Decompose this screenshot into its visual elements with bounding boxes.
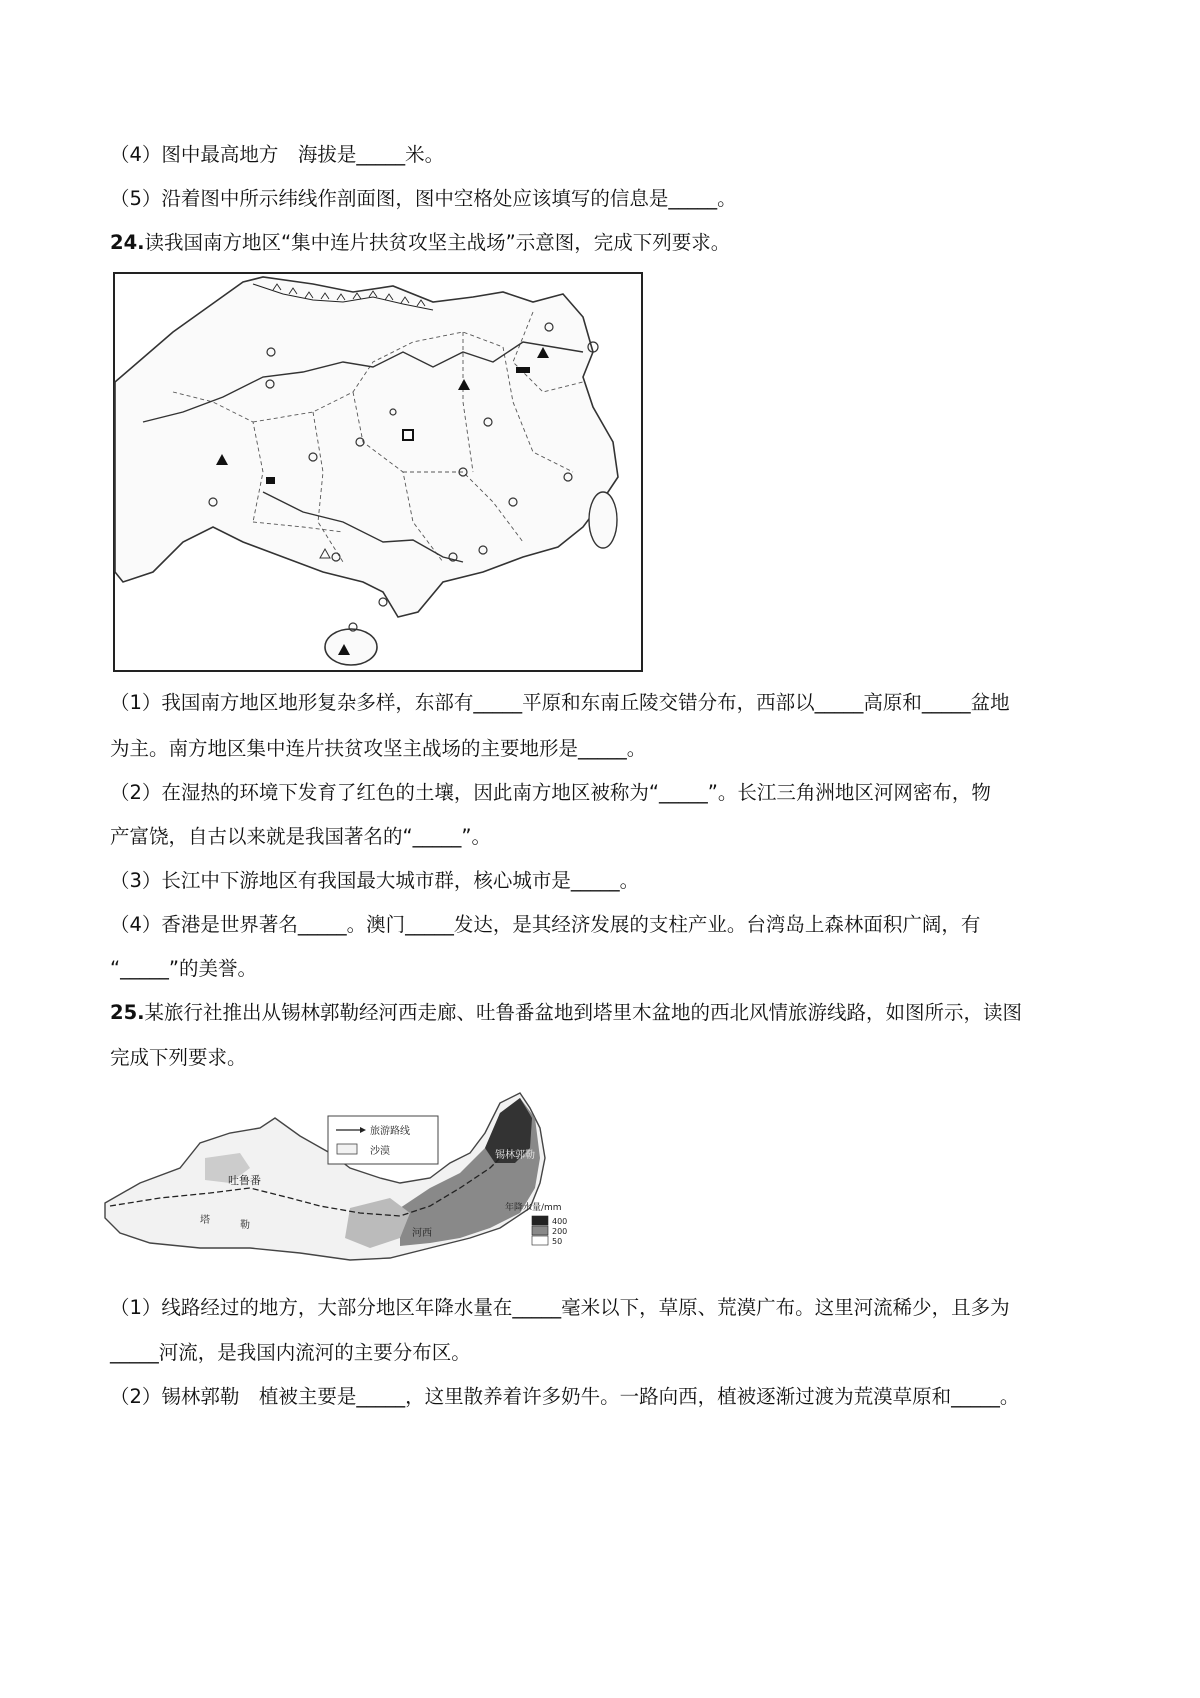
q23-item-4: （4）图中最高地方 海拔是_____米。 bbox=[110, 143, 445, 166]
label-turpan: 吐鲁番 bbox=[228, 1174, 261, 1187]
q24-item-2-line-2: 产富饶，自古以来就是我国著名的“_____”。 bbox=[110, 825, 491, 848]
q24-item-2-line-1: （2）在湿热的环境下发育了红色的土壤，因此南方地区被称为“_____”。长江三角洲地区河网密布，物 bbox=[110, 781, 991, 804]
q24-item-3: （3）长江中下游地区有我国最大城市群，核心城市是_____。 bbox=[110, 869, 640, 892]
legend-route-label: 旅游路线 bbox=[370, 1126, 410, 1137]
q24-item-4-line-1: （4）香港是世界著名_____。澳门_____发达，是其经济发展的支柱产业。台湾岛上森林面积广阔，有 bbox=[110, 913, 981, 936]
q24-heading-text: 读我国南方地区“集中连片扶贫攻坚主战场”示意图，完成下列要求。 bbox=[144, 231, 731, 254]
northwest-route-map-drawing bbox=[100, 1088, 600, 1268]
q24-item-4-line-2: “_____”的美誉。 bbox=[110, 957, 257, 980]
q25-heading-line-1 bbox=[110, 1000, 1022, 1026]
label-le: 勒 bbox=[240, 1220, 250, 1231]
q25-heading-text: 某旅行社推出从锡林郭勒经河西走廊、吐鲁番盆地到塔里木盆地的西北风情旅游线路，如图所示，读图 bbox=[144, 1001, 1023, 1024]
south-china-map-drawing bbox=[113, 272, 643, 672]
precip-legend-title: 年降水量/mm bbox=[505, 1203, 562, 1213]
precip-level-400: 400 bbox=[552, 1217, 568, 1226]
q23-item-5: （5）沿着图中所示纬线作剖面图，图中空格处应该填写的信息是_____。 bbox=[110, 187, 737, 210]
q24-heading bbox=[110, 230, 730, 256]
q24-number: 24. bbox=[110, 231, 145, 254]
q25-heading-line-2: 完成下列要求。 bbox=[110, 1046, 247, 1069]
q25-item-1-line-2: _____河流，是我国内流河的主要分布区。 bbox=[110, 1341, 471, 1364]
q25-item-2: （2）锡林郭勒 植被主要是_____，这里散养着许多奶牛。一路向西，植被逐渐过渡为荒漠草原和_____。 bbox=[110, 1385, 1020, 1408]
q25-number: 25. bbox=[110, 1001, 145, 1024]
legend-desert-label: 沙漠 bbox=[370, 1146, 390, 1157]
south-china-map bbox=[113, 272, 643, 672]
label-xilin: 锡林郭勒 bbox=[495, 1150, 535, 1161]
precip-level-200: 200 bbox=[552, 1227, 568, 1236]
q24-item-1-line-1: （1）我国南方地区地形复杂多样，东部有_____平原和东南丘陵交错分布，西部以_____高原和_____盆地 bbox=[110, 691, 1010, 714]
northwest-route-map bbox=[100, 1088, 600, 1268]
q24-item-1-line-2: 为主。南方地区集中连片扶贫攻坚主战场的主要地形是_____。 bbox=[110, 737, 647, 760]
label-ta: 塔 bbox=[200, 1215, 210, 1226]
precip-level-50: 50 bbox=[552, 1237, 563, 1246]
q25-item-1-line-1: （1）线路经过的地方，大部分地区年降水量在_____毫米以下，草原、荒漠广布。这里河流稀少，且多为 bbox=[110, 1296, 1010, 1319]
label-hexi: 河西 bbox=[412, 1228, 432, 1239]
